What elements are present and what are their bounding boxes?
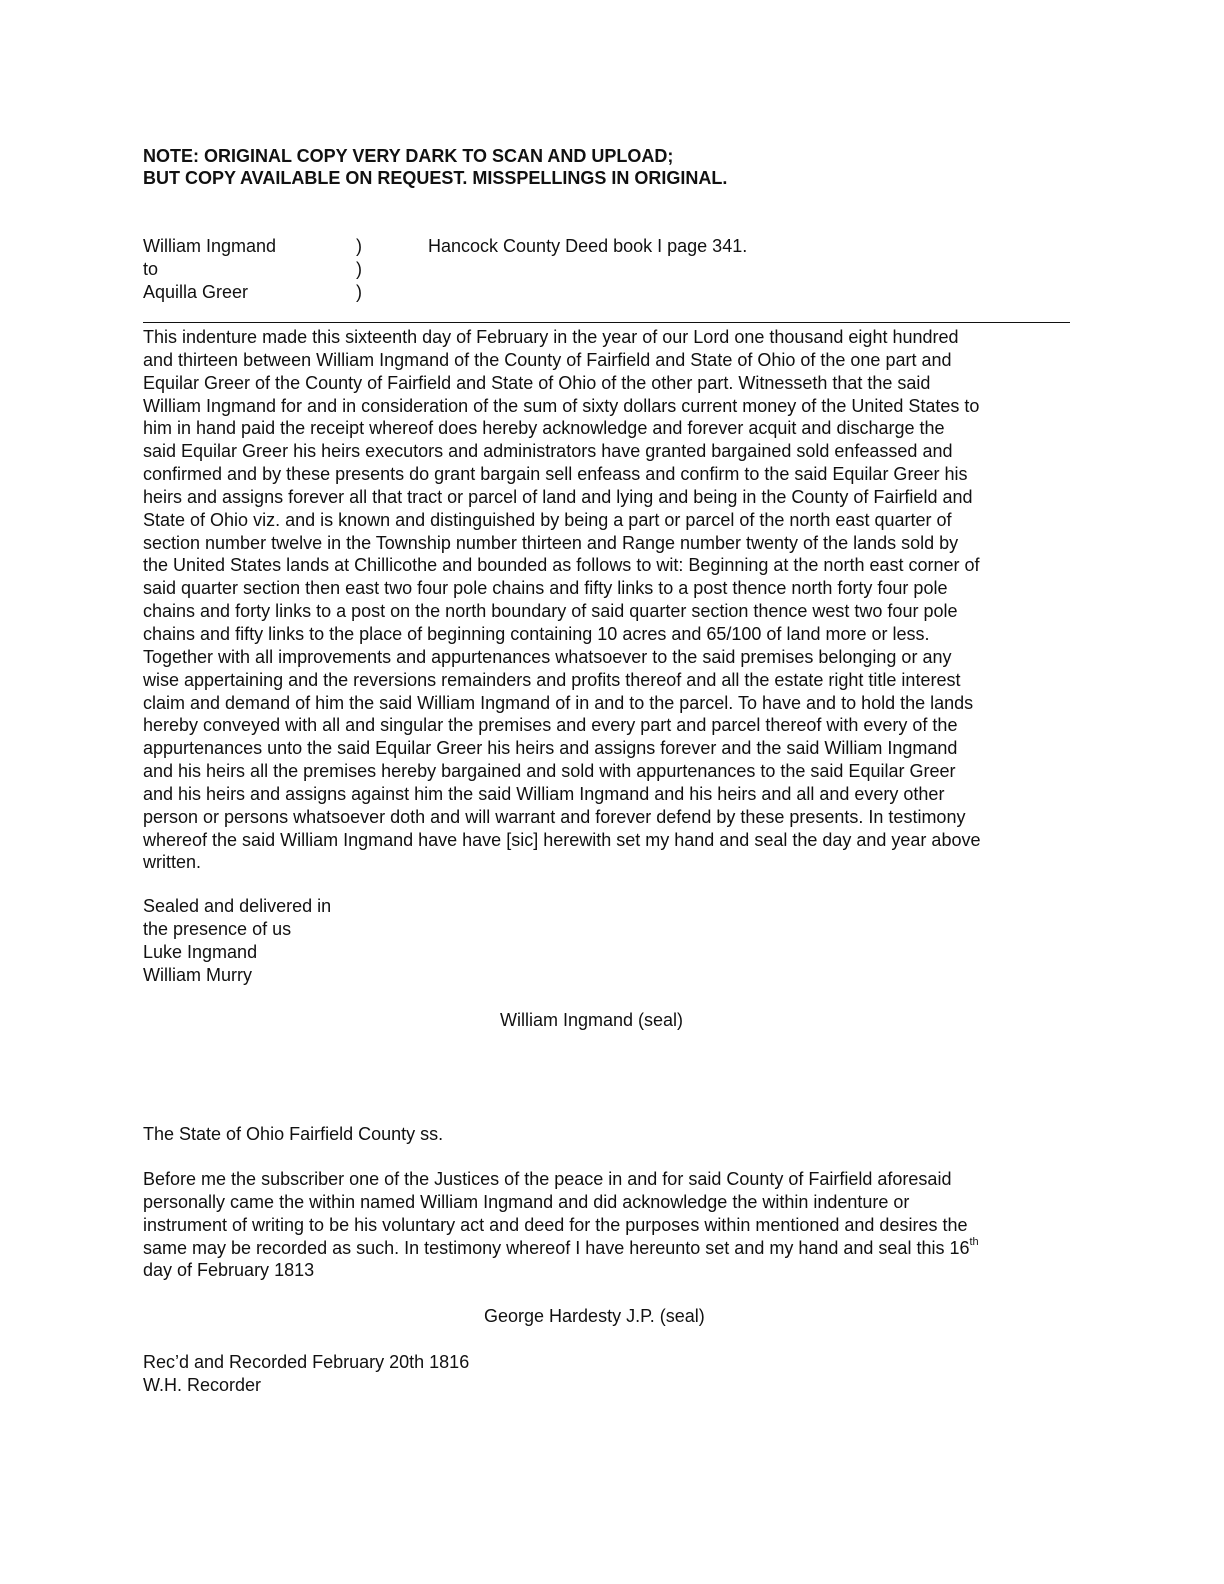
parties-connector: to: [143, 259, 159, 279]
acknowledgment-line-text: same may be recorded as such. In testimony whereof I have hereunto set and my hand and seal this 16: [143, 1237, 970, 1258]
indenture-line: wise appertaining and the reversions remainders and profits thereof and all the estate right title interest: [143, 669, 961, 690]
divider-line: [143, 322, 1070, 323]
indenture-line: State of Ohio viz. and is known and distinguished by being a part or parcel of the north east quarter of: [143, 509, 952, 530]
indenture-line: person or persons whatsoever doth and will warrant and forever defend by these presents. In testimony: [143, 806, 966, 827]
indenture-line: and thirteen between William Ingmand of the County of Fairfield and State of Ohio of the one part and: [143, 349, 952, 370]
brace-mark: ): [356, 236, 362, 256]
indenture-line: hereby conveyed with all and singular the premises and every part and parcel thereof with every of the: [143, 715, 958, 736]
acknowledgment-line: instrument of writing to be his voluntary act and deed for the purposes within mentioned and desires the: [143, 1214, 968, 1235]
indenture-line: claim and demand of him the said William Ingmand of in and to the parcel. To have and to hold the lands: [143, 692, 974, 713]
scan-note-line: NOTE: ORIGINAL COPY VERY DARK TO SCAN AND UPLOAD;: [143, 146, 674, 166]
witness-block: [143, 895, 331, 986]
venue-line: The State of Ohio Fairfield County ss.: [143, 1124, 444, 1144]
acknowledgment-text: [143, 1168, 1083, 1282]
indenture-line: confirmed and by these presents do grant bargain sell enfeass and confirm to the said Equilar Greer his: [143, 464, 968, 485]
acknowledgment-line: Before me the subscriber one of the Justices of the peace in and for said County of Fairfield aforesaid: [143, 1169, 952, 1189]
caption-brace: [356, 235, 362, 304]
recording-note: [143, 1351, 469, 1397]
acknowledgment-line: [143, 1237, 1083, 1260]
ordinal-suffix: th: [969, 1235, 979, 1248]
scan-note-line: BUT COPY AVAILABLE ON REQUEST. MISSPELLINGS IN ORIGINAL.: [143, 168, 728, 188]
indenture-text: [143, 326, 1083, 874]
grantee-name: Aquilla Greer: [143, 282, 249, 302]
indenture-line: chains and forty links to a post on the north boundary of said quarter section thence west two four pole: [143, 601, 958, 622]
indenture-line: William Ingmand for and in consideration of the sum of sixty dollars current money of the United States to: [143, 395, 980, 416]
indenture-line: This indenture made this sixteenth day of February in the year of our Lord one thousand eight hundred: [143, 327, 959, 347]
indenture-line: heirs and assigns forever all that tract or parcel of land and lying and being in the County of Fairfield and: [143, 486, 973, 507]
witness-name: Luke Ingmand: [143, 941, 258, 962]
recorder-name: W.H. Recorder: [143, 1374, 262, 1395]
grantor-signature: William Ingmand (seal): [500, 1010, 684, 1030]
brace-mark: ): [356, 259, 362, 279]
indenture-line: whereof the said William Ingmand have have [sic] herewith set my hand and seal the day and year above: [143, 829, 981, 850]
witness-line: the presence of us: [143, 918, 292, 939]
acknowledgment-line: day of February 1813: [143, 1260, 315, 1281]
indenture-line: the United States lands at Chillicothe and bounded as follows to wit: Beginning at the north east corner of: [143, 555, 980, 576]
indenture-line: and his heirs all the premises hereby bargained and sold with appurtenances to the said Equilar Greer: [143, 761, 956, 782]
indenture-line: Together with all improvements and appurtenances whatsoever to the said premises belonging or any: [143, 646, 952, 667]
indenture-line: written.: [143, 852, 202, 873]
recorded-date: Rec’d and Recorded February 20th 1816: [143, 1352, 470, 1372]
brace-mark: ): [356, 282, 362, 302]
indenture-line: said quarter section then east two four pole chains and fifty links to a post thence north forty four pole: [143, 578, 948, 599]
grantor-name: William Ingmand: [143, 236, 277, 256]
indenture-line: Equilar Greer of the County of Fairfield and State of Ohio of the other part. Witnesseth that the said: [143, 372, 931, 393]
indenture-line: section number twelve in the Township number thirteen and Range number twenty of the lands sold by: [143, 532, 959, 553]
justice-signature: George Hardesty J.P. (seal): [484, 1306, 705, 1326]
indenture-line: him in hand paid the receipt whereof does hereby acknowledge and forever acquit and discharge the: [143, 418, 945, 439]
indenture-line: said Equilar Greer his heirs executors and administrators have granted bargained sold enfeassed and: [143, 441, 953, 462]
acknowledgment-line: personally came the within named William Ingmand and did acknowledge the within indenture or: [143, 1191, 910, 1212]
indenture-line: appurtenances unto the said Equilar Greer his heirs and assigns forever and the said William Ingmand: [143, 738, 958, 759]
witness-name: William Murry: [143, 964, 252, 985]
deed-book-reference: Hancock County Deed book I page 341.: [428, 236, 748, 256]
witness-line: Sealed and delivered in: [143, 896, 332, 916]
indenture-line: chains and fifty links to the place of beginning containing 10 acres and 65/100 of land more or less.: [143, 623, 930, 644]
indenture-line: and his heirs and assigns against him the said William Ingmand and his heirs and all and every other: [143, 783, 945, 804]
scan-note: [143, 145, 727, 189]
deed-parties: [143, 235, 276, 304]
acknowledgment-lines: [143, 1168, 1083, 1237]
